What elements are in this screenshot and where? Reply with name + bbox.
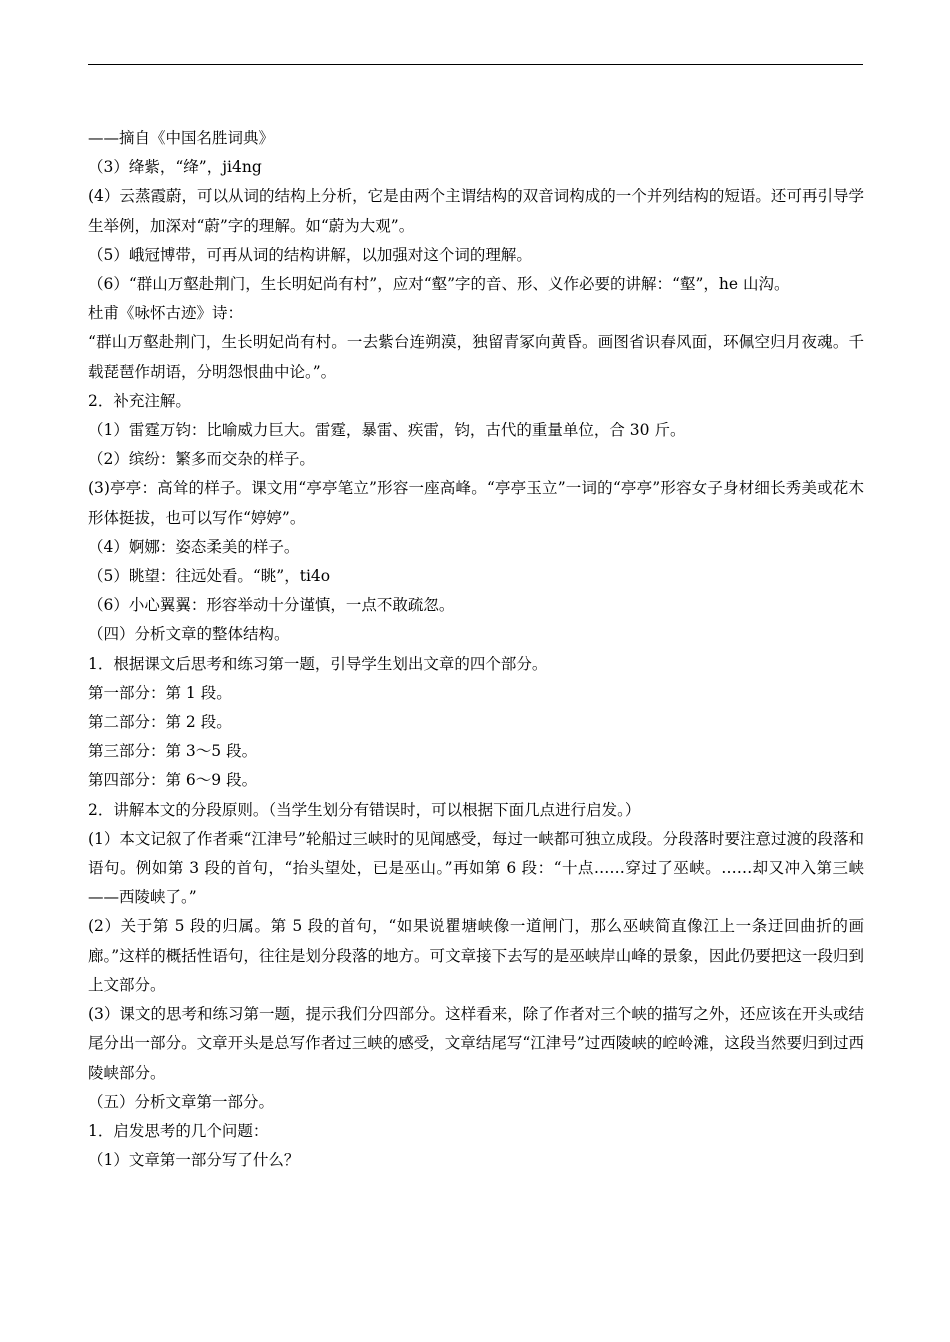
paragraph: （四）分析文章的整体结构。 <box>88 625 290 644</box>
paragraph: （1）文章第一部分写了什么？ <box>88 1151 300 1170</box>
paragraph: （1）雷霆万钧：比喻威力巨大。雷霆，暴雷、疾雷，钧，古代的重量单位，合 30 斤。 <box>88 421 686 440</box>
paragraph: 1．启发思考的几个问题： <box>88 1121 269 1140</box>
paragraph: 第四部分：第 6～9 段。 <box>88 771 258 790</box>
paragraph: ——摘自《中国名胜词典》 <box>88 129 275 147</box>
paragraph: (1）本文记叙了作者乘“江津号”轮船过三峡时的见闻感受，每过一峡都可独立成段。分段落时要注意过渡的段落和语句。例如第 3 段的首句，“抬头望处，已是巫山。”再如第 6 段：“十点……穿过了巫峡。……却又冲入第三峡——西陵峡了。” <box>88 829 864 907</box>
paragraph: （5）眺望：往远处看。“眺”，ti4o <box>88 567 331 586</box>
paragraph: 2．补充注解。 <box>88 391 191 410</box>
paragraph: 1．根据课文后思考和练习第一题，引导学生划出文章的四个部分。 <box>88 654 548 673</box>
paragraph: 2．讲解本文的分段原则。（当学生划分有错误时，可以根据下面几点进行启发。） <box>88 800 641 819</box>
header-rule <box>88 64 863 65</box>
paragraph: (4）云蒸霞蔚，可以从词的结构上分析，它是由两个主谓结构的双音词构成的一个并列结构的短语。还可再引导学生举例，加深对“蔚”字的理解。如“蔚为大观”。 <box>88 187 864 235</box>
document-body <box>88 124 864 1175</box>
paragraph: (2）关于第 5 段的归属。第 5 段的首句，“如果说瞿塘峡像一道闸门，那么巫峡简直像江上一条迂回曲折的画廊。”这样的概括性语句，往往是划分段落的地方。可文章接下去写的是巫峡岸山峰的景象，因此仍要把这一段归到上文部分。 <box>88 917 864 994</box>
paragraph: 第一部分：第 1 段。 <box>88 683 232 702</box>
paragraph: （6）小心翼翼：形容举动十分谨慎，一点不敢疏忽。 <box>88 596 455 615</box>
paragraph: （6）“群山万壑赴荆门，生长明妃尚有村”，应对“壑”字的音、形、义作必要的讲解：“壑”，he 山沟。 <box>88 275 790 294</box>
paragraph: （4）婀娜：姿态柔美的样子。 <box>88 537 300 556</box>
paragraph: 杜甫《咏怀古迹》诗： <box>88 304 244 323</box>
paragraph: (3)亭亭：高耸的样子。课文用“亭亭笔立”形容一座高峰。“亭亭玉立”一词的“亭亭”形容女子身材细长秀美或花木形体挺拔，也可以写作“婷婷”。 <box>88 479 864 527</box>
paragraph: 第三部分：第 3～5 段。 <box>88 742 258 761</box>
paragraph: (3）课文的思考和练习第一题，提示我们分四部分。这样看来，除了作者对三个峡的描写之外，还应该在开头或结尾分出一部分。文章开头是总写作者过三峡的感受，文章结尾写“江津号”过西陵峡的崆岭滩，这段当然要归到过西陵峡部分。 <box>88 1005 864 1082</box>
paragraph: “群山万壑赴荆门，生长明妃尚有村。一去紫台连朔漠，独留青冢向黄昏。画图省识春风面，环佩空归月夜魂。千载琵琶作胡语，分明怨恨曲中论。”。 <box>88 333 864 381</box>
paragraph: （5）峨冠博带，可再从词的结构讲解，以加强对这个词的理解。 <box>88 245 532 264</box>
paragraph: （2）缤纷：繁多而交杂的样子。 <box>88 450 315 469</box>
paragraph: （3）绛紫，“绛”，ji4ng <box>88 158 262 177</box>
paragraph: （五）分析文章第一部分。 <box>88 1092 275 1111</box>
paragraph: 第二部分：第 2 段。 <box>88 713 232 732</box>
